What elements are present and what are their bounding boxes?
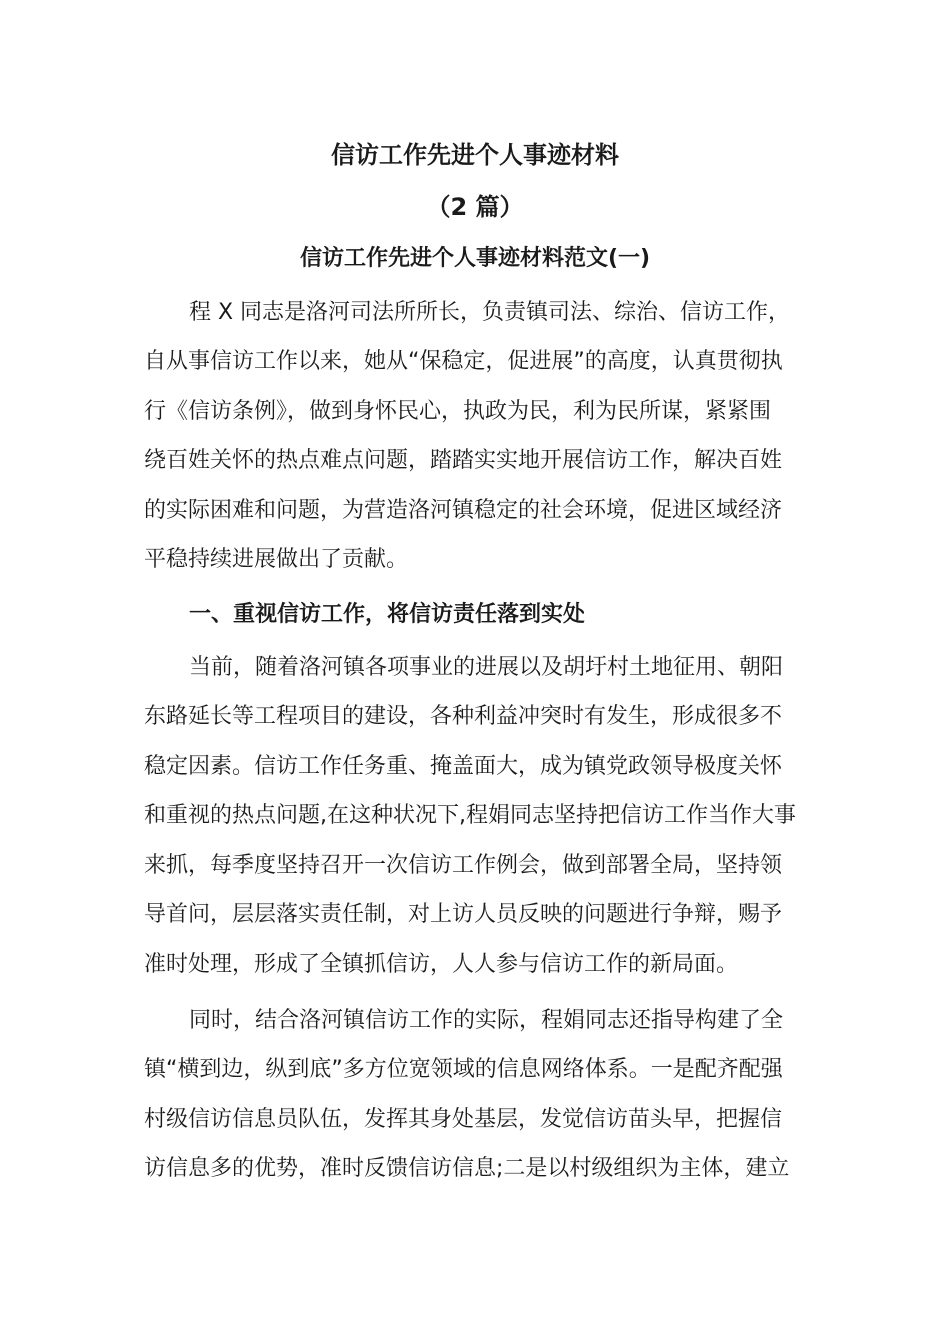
- paragraph-2-line: 当前，随着洛河镇各项事业的进展以及胡圩村土地征用、朝阳: [189, 655, 784, 680]
- paragraph-1-line: 的实际困难和问题，为营造洛河镇稳定的社会环境，促进区域经济: [144, 498, 783, 523]
- paragraph-2-line: 准时处理，形成了全镇抓信访，人人参与信访工作的新局面。: [144, 952, 739, 977]
- paragraph-3-line: 镇“横到边，纵到底”多方位宽领域的信息网络体系。一是配齐配强: [144, 1057, 783, 1082]
- paragraph-2-line: 东路延长等工程项目的建设，各种利益冲突时有发生，形成很多不: [144, 704, 783, 729]
- section-title: 信访工作先进个人事迹材料范文(一): [299, 246, 651, 271]
- paragraph-1-line: 程 X 同志是洛河司法所所长，负责镇司法、综治、信访工作，: [189, 300, 791, 325]
- paragraph-3-line: 访信息多的优势，准时反馈信访信息;二是以村级组织为主体，建立: [144, 1156, 790, 1181]
- paragraph-3-line: 村级信访信息员队伍，发挥其身处基层，发觉信访苗头早，把握信: [144, 1107, 783, 1132]
- paragraph-1-line: 行《信访条例》，做到身怀民心，执政为民，利为民所谋，紧紧围: [144, 399, 772, 424]
- paragraph-2-line: 导首问，层层落实责任制，对上访人员反映的问题进行争辩，赐予: [144, 902, 783, 927]
- paragraph-1-line: 绕百姓关怀的热点难点问题，踏踏实实地开展信访工作，解决百姓: [144, 448, 783, 473]
- paragraph-1-line: 自从事信访工作以来，她从“保稳定，促进展”的高度，认真贯彻执: [144, 349, 783, 374]
- section-heading: 一、重视信访工作，将信访责任落到实处: [189, 602, 586, 627]
- document-title: 信访工作先进个人事迹材料: [331, 141, 619, 169]
- paragraph-2-line: 和重视的热点问题,在这种状况下,程娟同志坚持把信访工作当作大事: [144, 803, 796, 828]
- document-subtitle: （2 篇）: [426, 193, 524, 221]
- paragraph-1-line: 平稳持续进展做出了贡献。: [144, 547, 409, 572]
- paragraph-2-line: 稳定因素。信访工作任务重、掩盖面大，成为镇党政领导极度关怀: [144, 754, 783, 779]
- paragraph-2-line: 来抓，每季度坚持召开一次信访工作例会，做到部署全局，坚持领: [144, 853, 783, 878]
- paragraph-3-line: 同时，结合洛河镇信访工作的实际，程娟同志还指导构建了全: [189, 1008, 784, 1033]
